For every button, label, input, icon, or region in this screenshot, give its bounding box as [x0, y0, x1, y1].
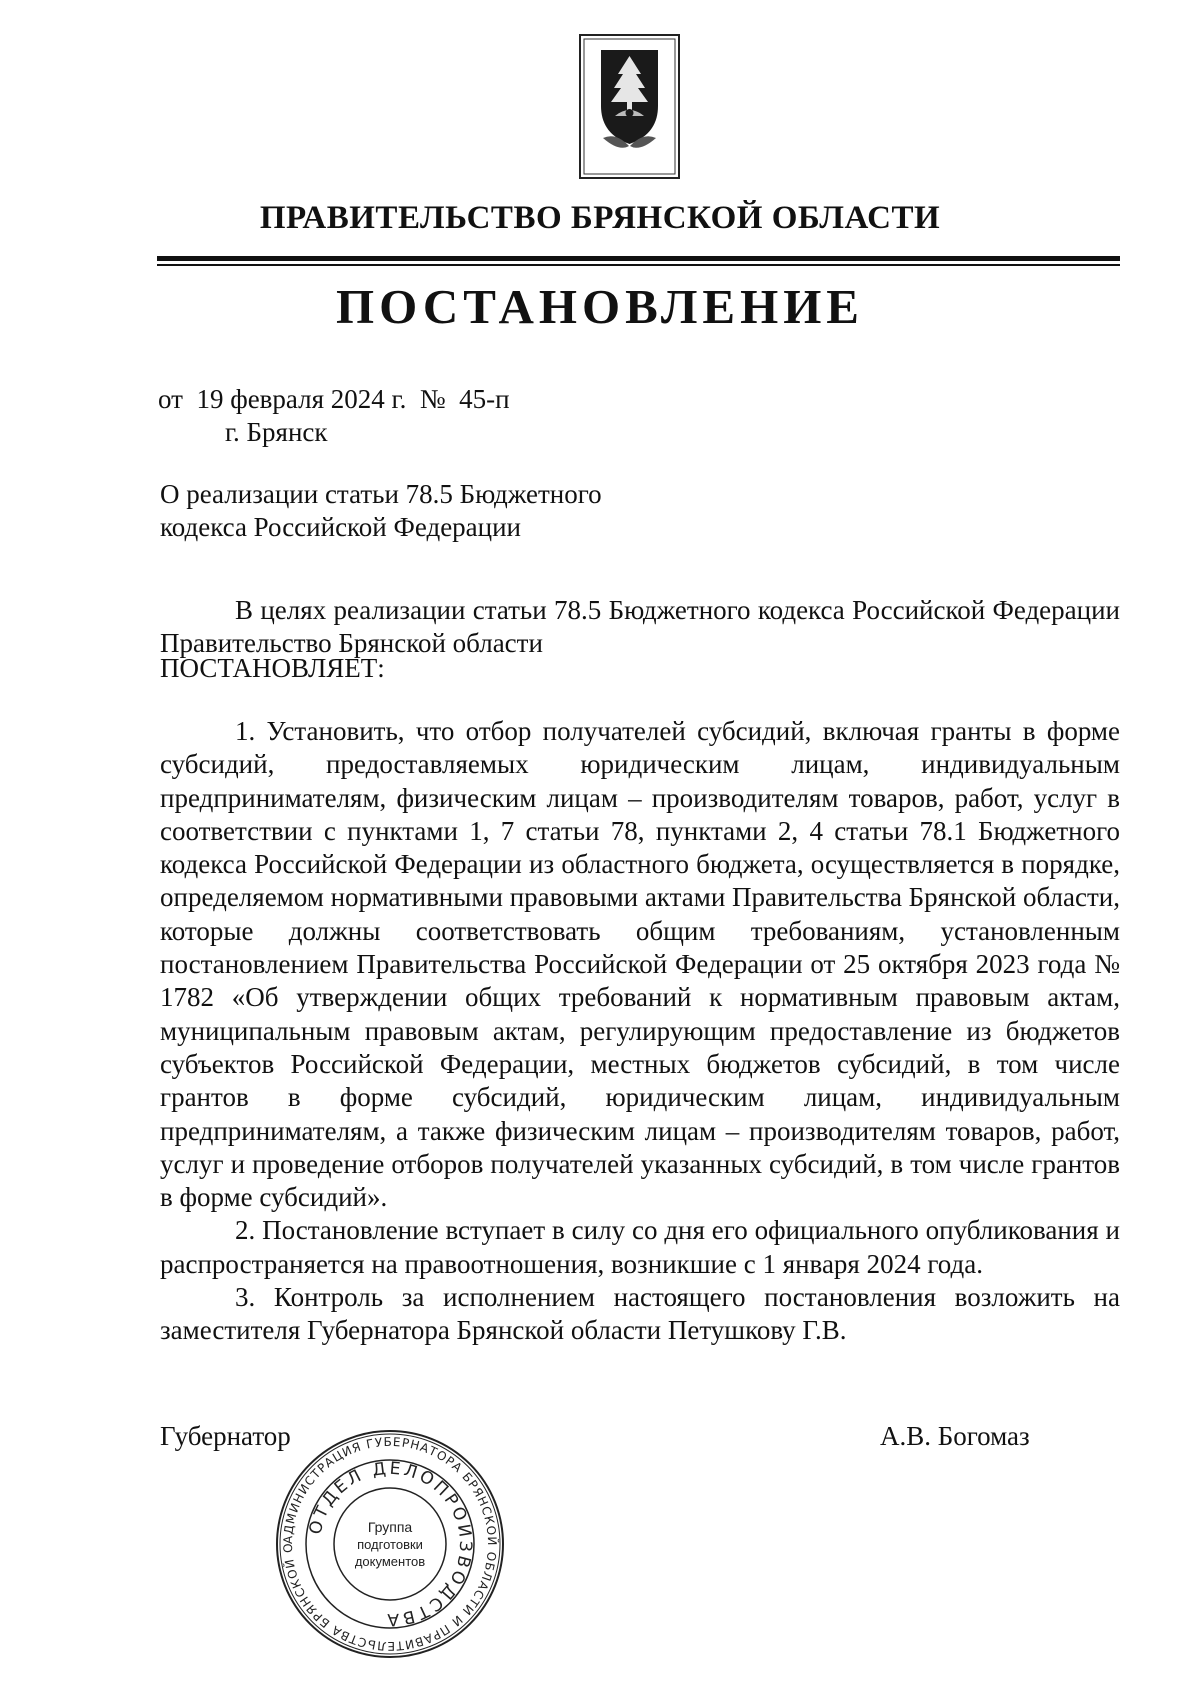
signature-name: А.В. Богомаз [880, 1421, 1030, 1451]
stamp-center-line-3: документов [354, 1554, 426, 1569]
signature-position: Губернатор [160, 1421, 291, 1451]
stamp-center-line-1: Группа [367, 1519, 413, 1535]
date-number-line: от 19 февраля 2024 г. № 45-п [158, 384, 510, 414]
resolves-heading: ПОСТАНОВЛЯЕТ: [160, 653, 385, 683]
coat-of-arms-emblem [579, 34, 680, 179]
preamble [160, 594, 1120, 661]
city-line: г. Брянск [225, 417, 328, 447]
preamble-text: В целях реализации статьи 78.5 Бюджетного кодекса Российской Федерации Правительство Брянской области [160, 595, 1120, 659]
official-stamp-seal [274, 1428, 506, 1660]
document-type-title: ПОСТАНОВЛЕНИЕ [336, 279, 864, 334]
subject-line-2: кодекса Российской Федерации [160, 512, 522, 542]
stamp-center-line-2: подготовки [357, 1537, 423, 1552]
resolution-items [160, 715, 1120, 1348]
item-2: 2. Постановление вступает в силу со дня его официального опубликования и распространяется на правоотношения, возникшие с 1 января 2024 года. [160, 1215, 1120, 1279]
official-stamp [274, 1428, 506, 1660]
item-1: 1. Установить, что отбор получателей субсидий, включая гранты в форме субсидий, предоставляемых юридическим лицам, индивидуальным предпринимателям, физическим лицам – производителям товаров, работ, услуг в соответствии с пунктами 1, 7 статьи 78, пунктами 2, 4 статьи 78.1 Бюджетного кодекса Российской Федерации из областного бюджета, осуществляется в порядке, определяемом нормативными правовыми актами Правительства Брянской области, которые должны соответствовать общим требованиям, установленным постановлением Правительства Российской Федерации от 25 октября 2023 года № 1782 «Об утверждении общих требований к нормативным правовым актам, муниципальным правовым актам, регулирующим предоставление из бюджетов субъектов Российской Федерации, местных бюджетов субсидий, в том числе грантов в форме субсидий, юридическим лицам, индивидуальным предпринимателям, а также физическим лицам – производителям товаров, работ, услуг и проведение отборов получателей указанных субсидий, в том числе грантов в форме субсидий». [160, 716, 1120, 1213]
stamp-outer-text: АДМИНИСТРАЦИЯ ГУБЕРНАТОРА БРЯНСКОЙ ОБЛАСТИ И ПРАВИТЕЛЬСТВА БРЯНСКОЙ О [280, 1434, 500, 1654]
header-divider-thin [157, 264, 1120, 266]
government-name: ПРАВИТЕЛЬСТВО БРЯНСКОЙ ОБЛАСТИ [259, 200, 941, 236]
bryansk-region-coat-of-arms-icon [581, 36, 678, 177]
header-divider-thick [157, 256, 1120, 261]
subject-line-1: О реализации статьи 78.5 Бюджетного [160, 479, 602, 509]
stamp-ring-text: ОТДЕЛ ДЕЛОПРОИЗВОДСТВА [305, 1458, 476, 1630]
item-3: 3. Контроль за исполнением настоящего постановления возложить на заместителя Губернатора Брянской области Петушкову Г.В. [160, 1282, 1120, 1346]
